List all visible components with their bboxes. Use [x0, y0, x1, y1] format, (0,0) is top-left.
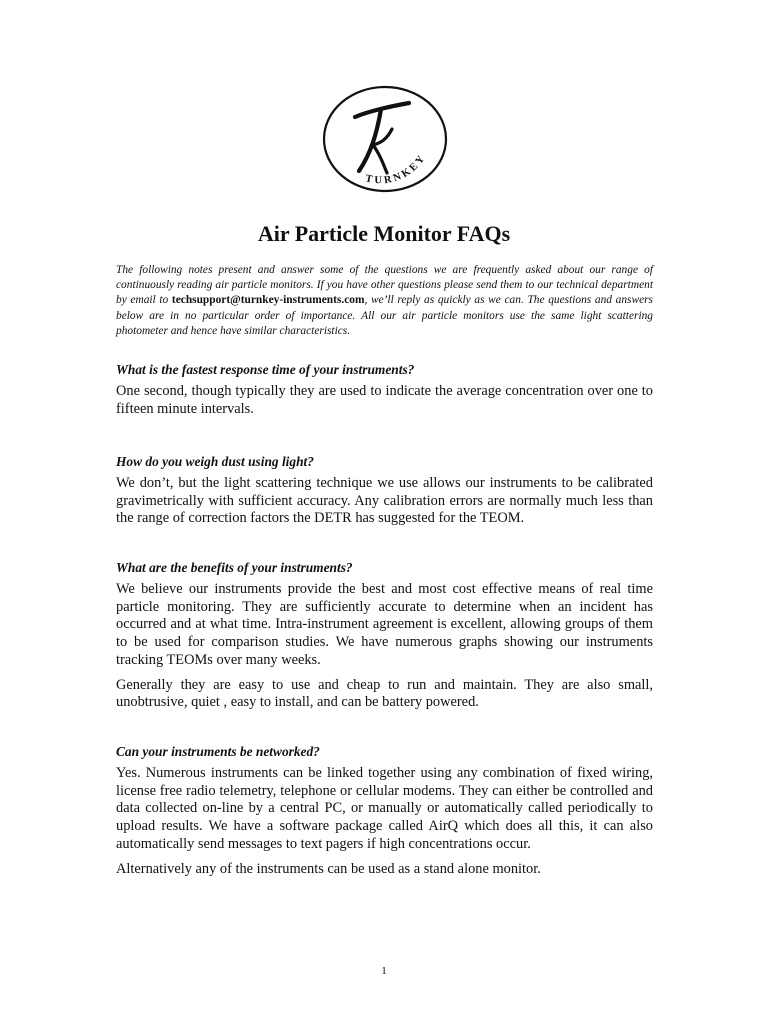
faq-answer: We believe our instruments provide the best and most cost effective means of real time particle monitoring. They are sufficiently accurate to determine when an incident has occurred and at what time. Intra-instrument agreement is excellent, allowing groups of them to be used for comparison studies. We have numerous graphs showing our instruments tracking TEOMs over many weeks. — [116, 581, 653, 668]
turnkey-tk-logo-icon — [321, 85, 449, 193]
page-title: Air Particle Monitor FAQs — [257, 221, 511, 246]
faq-networked — [116, 743, 653, 878]
intro-text-end: , we’ll reply as quickly as we can. The questions and answers below are in no particular order of importance. All our air particle monitors use the same light scattering photometer and hence have similar characteristics. — [116, 294, 653, 337]
faq-answer: Alternatively any of the instruments can be used as a stand alone monitor. — [116, 860, 541, 877]
page-number: 1 — [381, 965, 387, 977]
faq-answer: Yes. Numerous instruments can be linked together using any combination of fixed wiring, license free radio telemetry, telephone or cellular modems. They can either be controlled and data collected on-line by a central PC, or manually or automatically called periodically to upload results. We have a software package called AirQ which does all this, it can also automatically send messages to text pagers if high concentrations occur. — [116, 765, 653, 852]
faq-answer: Generally they are easy to use and cheap to run and maintain. They are also small, unobtrusive, quiet , easy to install, and can be battery powered. — [116, 676, 653, 711]
faq-response-time — [116, 361, 653, 418]
intro-paragraph — [116, 263, 653, 339]
logo-wordmark: TURNKEY — [364, 151, 429, 187]
turnkey-logo — [321, 85, 449, 193]
intro-text-start: The following notes present and answer some of the questions we are frequently asked about our range of continuously reading air particle monitors. If you have other questions please send them to our technical department by email to — [116, 264, 653, 307]
faq-answer: One second, though typically they are used to indicate the average concentration over one to fifteen minute intervals. — [116, 383, 653, 417]
faq-question: What is the fastest response time of your instruments? — [116, 362, 415, 377]
faq-weigh-dust — [116, 453, 653, 528]
faq-benefits — [116, 559, 653, 712]
faq-question: How do you weigh dust using light? — [116, 454, 314, 469]
faq-question: Can your instruments be networked? — [116, 744, 320, 759]
faq-answer: We don’t, but the light scattering technique we use allows our instruments to be calibrated gravimetrically with sufficient accuracy. Any calibration errors are normally much less than the range of correction factors the DETR has suggested for the TEOM. — [116, 475, 653, 527]
support-email: techsupport@turnkey-instruments.com — [171, 294, 365, 307]
faq-question: What are the benefits of your instruments? — [116, 560, 353, 575]
